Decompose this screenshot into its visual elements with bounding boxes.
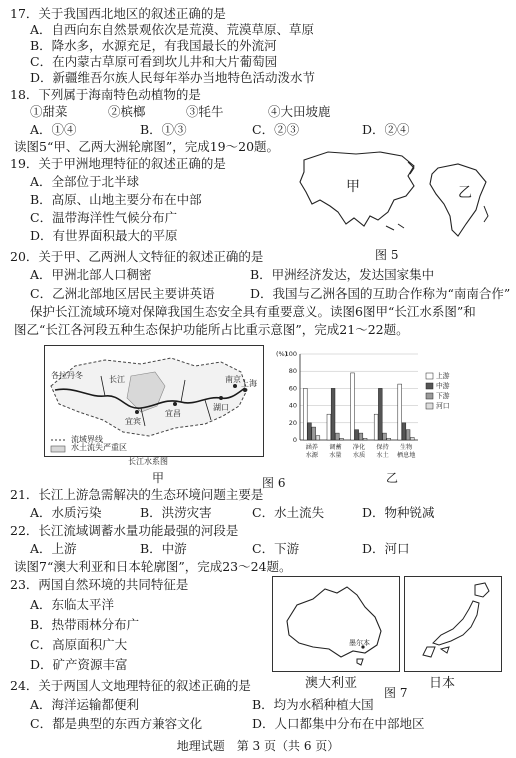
q21-option-c: C．水土流失 bbox=[252, 505, 325, 520]
chart-bar bbox=[355, 430, 359, 440]
chart-bar bbox=[312, 427, 316, 440]
q19-option-d: D．有世界面积最大的平原 bbox=[30, 228, 178, 243]
q22-option-d: D．河口 bbox=[362, 541, 410, 556]
chart-legend-label: 河口 bbox=[436, 402, 450, 410]
q18-option-c: C．②③ bbox=[252, 122, 300, 137]
q23-option-a: A．东临太平洋 bbox=[30, 597, 115, 612]
fig5-label-yi: 乙 bbox=[458, 185, 472, 201]
fig7-city-label: 墨尔本 bbox=[349, 639, 370, 647]
chart-legend-swatch bbox=[426, 403, 433, 409]
chart-bar bbox=[383, 433, 387, 440]
fig6-label-yi: 乙 bbox=[386, 471, 399, 485]
q22-option-a: A．上游 bbox=[30, 541, 77, 556]
map-label-mountain: 各拉丹冬 bbox=[51, 371, 83, 380]
q17-option-b: B．降水多，水源充足，有我国最长的外流河 bbox=[30, 38, 277, 53]
yangtze-river-map bbox=[44, 345, 264, 457]
q21-option-a: A．水质污染 bbox=[30, 505, 102, 520]
q18-item-2: ②槟榔 bbox=[108, 104, 146, 119]
map-label-yichang: 宜昌 bbox=[165, 409, 181, 418]
chart-x-tick-line2: 水土 bbox=[376, 452, 389, 459]
intro-23: 读图7“澳大利亚和日本轮廓图”，完成23～24题。 bbox=[14, 559, 292, 574]
fig5-caption: 图 5 bbox=[375, 248, 399, 262]
q20-option-d: D．我国与乙洲各国的互助合作称为“南南合作” bbox=[250, 286, 511, 301]
q18-item-1: ①甜菜 bbox=[30, 104, 68, 119]
q21-option-d: D．物种锐减 bbox=[362, 505, 435, 520]
figure-5 bbox=[290, 146, 498, 244]
function-share-chart bbox=[272, 344, 472, 476]
intro-21-line1: 保护长江流域环境对保障我国生态安全具有重要意义。读图6图甲“长江水系图”和 bbox=[30, 304, 476, 319]
chart-bar bbox=[387, 438, 391, 440]
chart-bar bbox=[363, 438, 367, 440]
q23-option-b: B．热带雨林分布广 bbox=[30, 617, 140, 632]
fig5-label-jia: 甲 bbox=[346, 179, 360, 195]
chart-bar bbox=[398, 384, 402, 440]
q20-option-b: B．甲洲经济发达，发达国家集中 bbox=[250, 267, 435, 282]
chart-bar bbox=[316, 436, 320, 440]
chart-x-tick-line2: 水质 bbox=[352, 452, 366, 459]
chart-x-tick-line2: 栖息地 bbox=[396, 452, 416, 459]
q24-option-d: D．人口都集中分布在中部地区 bbox=[252, 716, 425, 731]
q24-option-b: B．均为水稻种植大国 bbox=[252, 697, 374, 712]
fig7-label-japan: 日本 bbox=[429, 676, 456, 691]
intro-21-line2: 图乙“长江各河段五种生态保护功能所占比重示意图”，完成21～22题。 bbox=[14, 322, 409, 337]
chart-x-tick-line2: 水源 bbox=[305, 452, 318, 459]
q22-option-c: C．下游 bbox=[252, 541, 300, 556]
q17-option-a: A．自西向东自然景观依次是荒漠、荒漠草原、草原 bbox=[30, 22, 315, 37]
chart-bar bbox=[402, 423, 406, 440]
q19-stem: 19．关于甲洲地理特征的叙述正确的是 bbox=[10, 156, 226, 171]
chart-y-unit: (%) bbox=[276, 350, 288, 358]
australia-outline bbox=[273, 577, 399, 671]
q19-option-b: B．高原、山地主要分布在中部 bbox=[30, 192, 202, 207]
q18-option-a: A．①④ bbox=[30, 122, 77, 137]
chart-bar bbox=[374, 414, 378, 440]
map-legend-boundary: 流域界线 bbox=[71, 435, 103, 444]
australia-map bbox=[272, 576, 400, 672]
q23-stem: 23．两国自然环境的共同特征是 bbox=[10, 577, 189, 592]
chart-bar bbox=[303, 388, 307, 440]
chart-y-tick: 80 bbox=[288, 367, 297, 376]
q20-option-c: C．乙洲北部地区居民主要讲英语 bbox=[30, 286, 215, 301]
map-label-river: 长江 bbox=[109, 375, 125, 384]
chart-bar bbox=[340, 438, 344, 440]
q20-stem: 20．关于甲、乙两洲人文特征的叙述正确的是 bbox=[10, 249, 264, 264]
map-title: 长江水系图 bbox=[128, 457, 168, 466]
map-legend-erosion: 水土流失严重区 bbox=[71, 443, 127, 452]
q18-item-3: ③牦牛 bbox=[186, 104, 224, 119]
q21-stem: 21．长江上游急需解决的生态环境问题主要是 bbox=[10, 487, 264, 502]
chart-x-tick-line1: 调蓄 bbox=[329, 444, 342, 451]
chart-x-tick-line1: 涵养 bbox=[305, 444, 318, 451]
chart-legend-label: 下游 bbox=[436, 392, 450, 400]
chart-y-tick: 0 bbox=[292, 436, 297, 444]
q19-option-a: A．全部位于北半球 bbox=[30, 174, 140, 189]
chart-y-tick: 40 bbox=[288, 401, 297, 410]
chart-bar bbox=[327, 414, 331, 440]
map-label-nanjing: 南京 bbox=[225, 375, 241, 384]
chart-bar bbox=[351, 373, 355, 440]
chart-y-tick: 60 bbox=[288, 384, 297, 393]
map-label-yibin: 宜宾 bbox=[125, 417, 141, 426]
q18-option-d: D．②④ bbox=[362, 122, 410, 137]
q18-item-4: ④大田坡鹿 bbox=[268, 104, 331, 119]
q17-option-d: D．新疆维吾尔族人民每年举办当地特色活动泼水节 bbox=[30, 70, 316, 85]
chart-bar bbox=[335, 433, 339, 440]
q23-option-d: D．矿产资源丰富 bbox=[30, 657, 128, 672]
fig6-caption: 图 6 bbox=[262, 476, 286, 490]
q20-option-a: A．甲洲北部人口稠密 bbox=[30, 267, 152, 282]
q17-stem: 17．关于我国西北地区的叙述正确的是 bbox=[10, 6, 226, 21]
chart-bar bbox=[308, 423, 312, 440]
chart-svg bbox=[272, 344, 472, 476]
chart-bar bbox=[410, 437, 414, 440]
q24-option-a: A．海洋运输都便利 bbox=[30, 697, 140, 712]
q23-option-c: C．高原面积广大 bbox=[30, 637, 128, 652]
chart-legend-swatch bbox=[426, 383, 433, 389]
q22-stem: 22．长江流域调蓄水量功能最强的河段是 bbox=[10, 523, 239, 538]
chart-bar bbox=[331, 388, 335, 440]
chart-x-tick-line2: 水量 bbox=[329, 452, 342, 459]
intro-19: 读图5“甲、乙两大洲轮廓图”，完成19～20题。 bbox=[14, 139, 280, 154]
map-label-hukou: 湖口 bbox=[213, 403, 229, 412]
q19-option-c: C．温带海洋性气候分布广 bbox=[30, 210, 178, 225]
chart-legend-swatch bbox=[426, 393, 433, 399]
chart-y-tick: 100 bbox=[284, 350, 297, 358]
fig7-label-australia: 澳大利亚 bbox=[305, 676, 358, 691]
chart-bar bbox=[359, 433, 363, 440]
q24-stem: 24．关于两国人文地理特征的叙述正确的是 bbox=[10, 678, 251, 693]
q18-stem: 18．下列属于海南特色动植物的是 bbox=[10, 87, 201, 102]
chart-x-tick-line1: 生物 bbox=[400, 444, 413, 451]
page-footer: 地理试题 第 3 页（共 6 页） bbox=[176, 739, 340, 753]
q21-option-b: B．洪涝灾害 bbox=[140, 505, 212, 520]
chart-y-tick: 20 bbox=[288, 418, 297, 427]
q18-option-b: B．①③ bbox=[140, 122, 187, 137]
q22-option-b: B．中游 bbox=[140, 541, 187, 556]
fig6-label-jia: 甲 bbox=[152, 471, 165, 485]
fig7-caption: 图 7 bbox=[384, 686, 408, 700]
japan-outline bbox=[405, 577, 501, 671]
map-label-shanghai: 上海 bbox=[241, 379, 257, 388]
chart-legend-swatch bbox=[426, 373, 433, 379]
chart-legend-label: 中游 bbox=[436, 382, 450, 390]
chart-bar bbox=[378, 388, 382, 440]
chart-legend-label: 上游 bbox=[436, 372, 450, 380]
q17-option-c: C．在内蒙古草原可看到坎儿井和大片葡萄园 bbox=[30, 54, 278, 69]
chart-x-tick-line1: 保持 bbox=[376, 444, 389, 451]
chart-x-tick-line1: 净化 bbox=[352, 444, 366, 451]
japan-map bbox=[404, 576, 502, 672]
q24-option-c: C．都是典型的东西方兼容文化 bbox=[30, 716, 203, 731]
chart-bar bbox=[406, 430, 410, 440]
